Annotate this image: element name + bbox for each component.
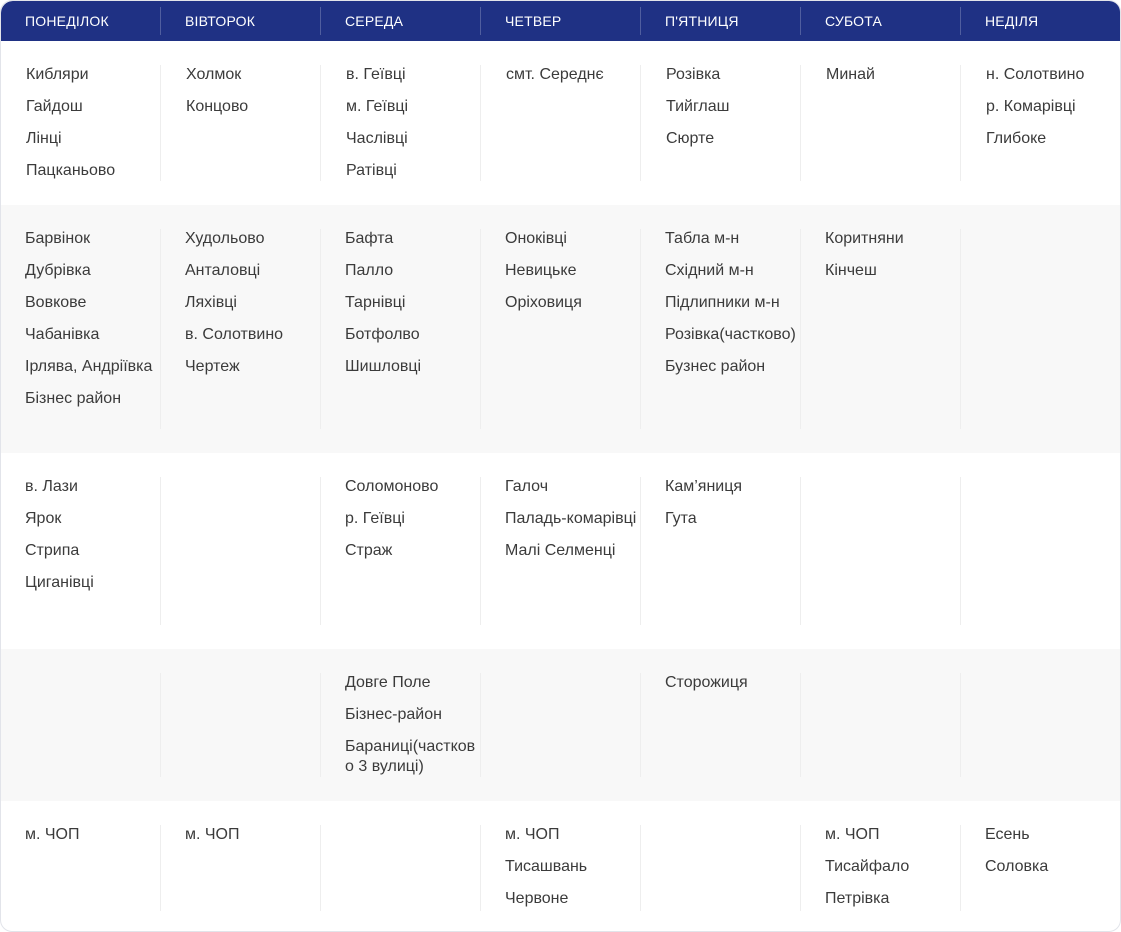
table-cell — [825, 229, 961, 293]
table-cell — [345, 229, 481, 389]
village-name: Ботфолво — [345, 326, 420, 343]
table-cell — [985, 825, 1121, 889]
day-header: СЕРЕДА — [345, 13, 404, 29]
village-name: Підлипники м-н — [665, 294, 780, 311]
village-name: Ляхівці — [185, 294, 237, 311]
village-name: Тисашвань — [505, 858, 588, 875]
table-row — [1, 41, 1121, 205]
village-name: Бізнес район — [25, 390, 122, 407]
column-divider — [480, 825, 481, 911]
village-name: Бузнес район — [665, 358, 766, 375]
village-name: Коритняни — [825, 230, 904, 247]
village-name: смт. Середнє — [506, 66, 604, 83]
village-name: Стрипа — [25, 542, 80, 559]
table-cell — [826, 65, 962, 97]
column-divider — [640, 673, 641, 777]
village-name: в. Геївці — [346, 66, 406, 83]
village-name: н. Солотвино — [986, 66, 1085, 83]
village-name: Кінчеш — [825, 262, 877, 279]
village-name: Бафта — [345, 230, 394, 247]
day-header: ПОНЕДІЛОК — [25, 13, 109, 29]
village-name: Ратівці — [346, 162, 397, 179]
day-header: П'ЯТНИЦЯ — [665, 13, 739, 29]
village-name: Ірлява, Андріївка — [25, 358, 153, 375]
village-name: Сюрте — [666, 130, 715, 147]
village-name: р. Геївці — [345, 510, 405, 527]
day-header: СУБОТА — [825, 13, 883, 29]
table-cell — [25, 825, 161, 857]
village-name: м. ЧОП — [185, 826, 240, 843]
village-name: Анталовці — [185, 262, 261, 279]
village-name: м. ЧОП — [25, 826, 80, 843]
village-name: Червоне — [505, 890, 569, 907]
header-divider — [480, 7, 481, 35]
village-name: Оріховиця — [505, 294, 582, 311]
village-name: м. ЧОП — [825, 826, 880, 843]
table-cell — [666, 65, 802, 161]
village-name: Сторожиця — [665, 674, 748, 691]
village-name: Палло — [345, 262, 394, 279]
table-cell — [25, 477, 161, 605]
header-divider — [160, 7, 161, 35]
column-divider — [320, 477, 321, 625]
village-name: Бізнес-район — [345, 706, 442, 723]
table-cell — [505, 825, 641, 921]
village-name: Бараниці(частково 3 вулиці) — [345, 738, 476, 775]
village-name: Соломоново — [345, 478, 439, 495]
table-cell — [665, 477, 801, 541]
village-name: Есень — [985, 826, 1030, 843]
table-cell — [185, 229, 321, 389]
table-cell — [505, 229, 641, 325]
village-name: Тарнівці — [345, 294, 406, 311]
table-row — [1, 205, 1121, 453]
village-name: Оноківці — [505, 230, 567, 247]
table-cell — [26, 65, 162, 193]
table-cell — [986, 65, 1121, 161]
village-name: Гайдош — [26, 98, 83, 115]
village-name: Пацканьово — [26, 162, 116, 179]
table-cell — [665, 229, 801, 389]
table-cell — [665, 673, 801, 705]
village-name: Довге Поле — [345, 674, 431, 691]
column-divider — [960, 673, 961, 777]
village-name: Тисайфало — [825, 858, 910, 875]
village-name: Часлівці — [346, 130, 408, 147]
village-name: Глибоке — [986, 130, 1047, 147]
village-name: Кибляри — [26, 66, 89, 83]
village-name: Вовкове — [25, 294, 87, 311]
day-header: НЕДІЛЯ — [985, 13, 1039, 29]
header-divider — [320, 7, 321, 35]
table-cell — [505, 477, 641, 573]
village-name: Паладь-комарівці — [505, 510, 637, 527]
village-name: Лінці — [26, 130, 62, 147]
column-divider — [960, 477, 961, 625]
table-cell — [185, 825, 321, 857]
village-name: в. Лази — [25, 478, 78, 495]
header-divider — [960, 7, 961, 35]
village-name: Гута — [665, 510, 697, 527]
table-cell — [345, 477, 481, 573]
column-divider — [800, 825, 801, 911]
village-name: Концово — [186, 98, 249, 115]
village-name: м. ЧОП — [505, 826, 560, 843]
table-row — [1, 649, 1121, 801]
village-name: р. Комарівці — [986, 98, 1076, 115]
column-divider — [320, 673, 321, 777]
village-name: Шишловці — [345, 358, 422, 375]
village-name: Соловка — [985, 858, 1049, 875]
village-name: в. Солотвино — [185, 326, 284, 343]
village-name: Невицьке — [505, 262, 577, 279]
village-name: Худольово — [185, 230, 265, 247]
header-divider — [800, 7, 801, 35]
header-divider — [640, 7, 641, 35]
village-name: Розівка — [666, 66, 721, 83]
village-name: Чабанівка — [25, 326, 100, 343]
table-cell — [25, 229, 161, 421]
column-divider — [160, 673, 161, 777]
village-name: Страж — [345, 542, 393, 559]
village-name: Минай — [826, 66, 875, 83]
village-name: Холмок — [186, 66, 242, 83]
village-name: Барвінок — [25, 230, 91, 247]
table-cell — [186, 65, 322, 129]
table-row — [1, 453, 1121, 649]
village-name: Циганівці — [25, 574, 94, 591]
village-name: Табла м-н — [665, 230, 740, 247]
table-cell — [346, 65, 482, 193]
table-cell — [345, 673, 481, 789]
village-name: Тийглаш — [666, 98, 730, 115]
village-name: Ярок — [25, 510, 62, 527]
village-name: Петрівка — [825, 890, 890, 907]
table-row — [1, 801, 1121, 931]
day-header: ВІВТОРОК — [185, 13, 256, 29]
village-name: м. Геївці — [346, 98, 409, 115]
day-header: ЧЕТВЕР — [505, 13, 562, 29]
table-header — [1, 1, 1121, 41]
table-cell — [825, 825, 961, 921]
village-name: Малі Селменці — [505, 542, 616, 559]
village-name: Дубрівка — [25, 262, 91, 279]
village-name: Кам’яниця — [665, 478, 743, 495]
table-cell — [506, 65, 642, 97]
village-name: Розівка(частково) — [665, 326, 796, 343]
village-name: Галоч — [505, 478, 549, 495]
village-name: Східний м-н — [665, 262, 754, 279]
village-name: Чертеж — [185, 358, 240, 375]
